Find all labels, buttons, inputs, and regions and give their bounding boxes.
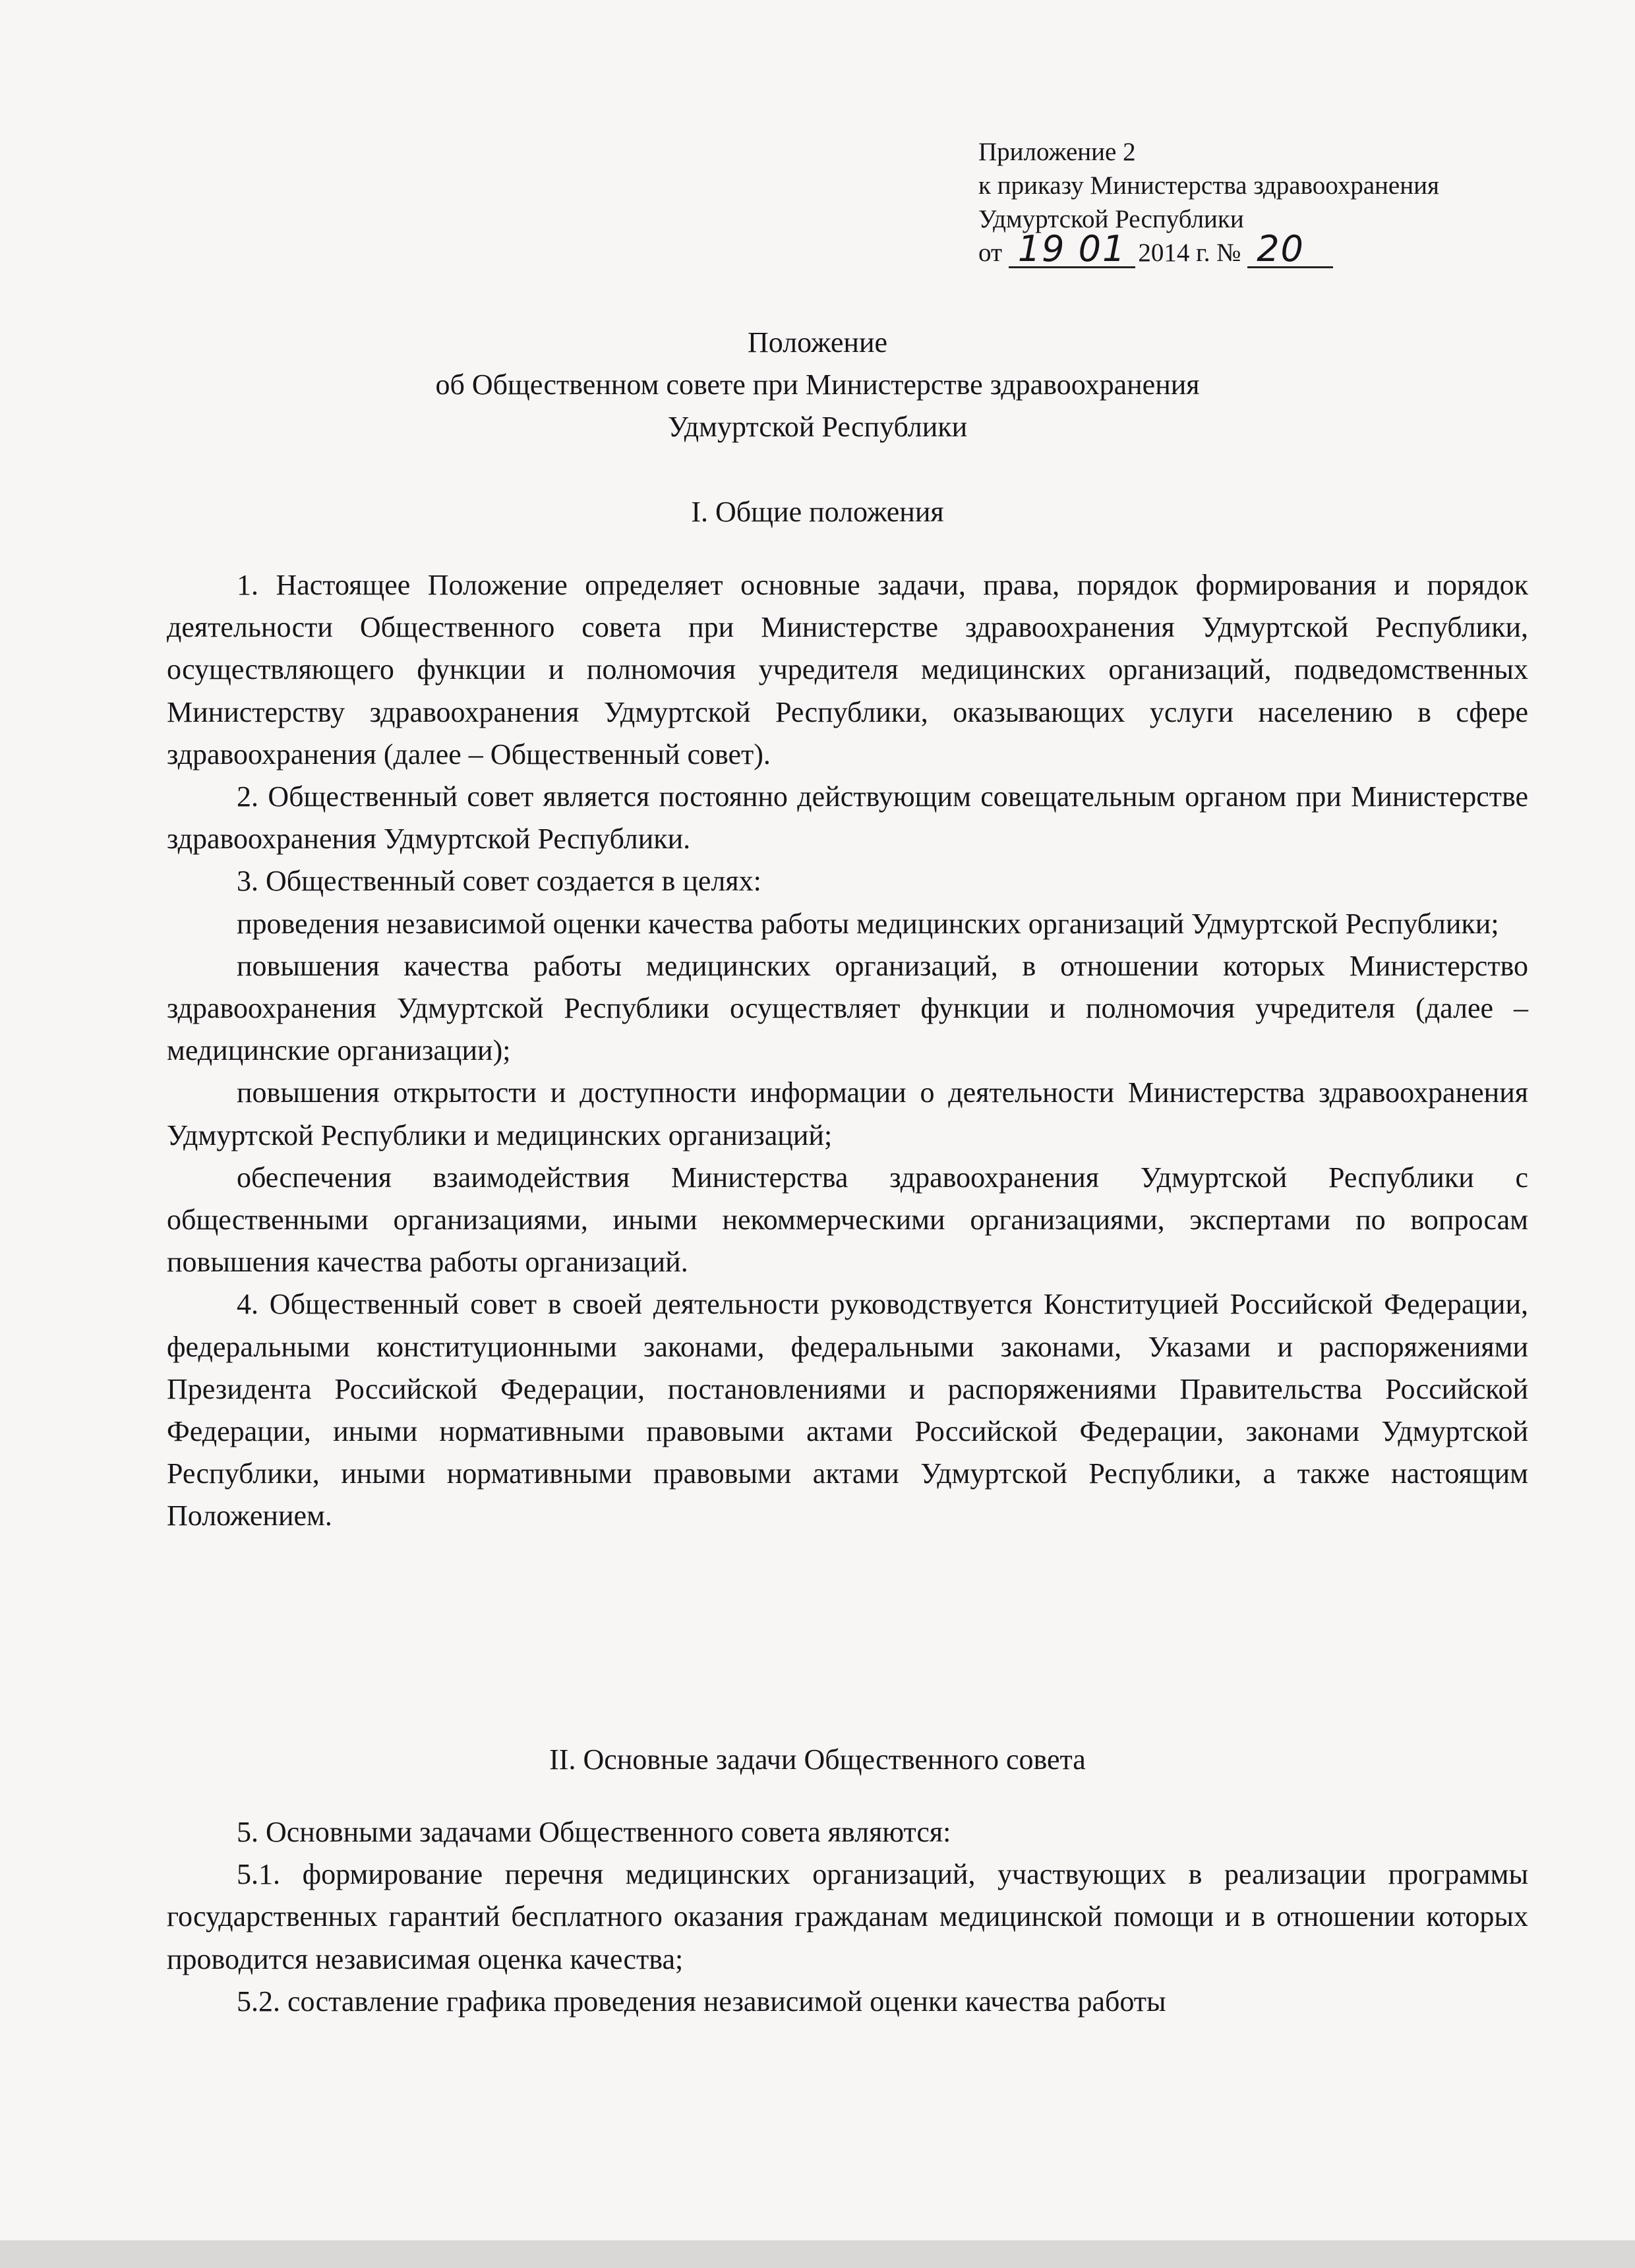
- section-1-heading: I. Общие положения: [691, 496, 944, 528]
- title-line-3: Удмуртской Республики: [667, 411, 968, 443]
- appendix-date-line: [978, 228, 1439, 270]
- section-2-heading: II. Основные задачи Общественного совета: [549, 1743, 1086, 1776]
- paragraph-3d: обеспечения взаимодействия Министерства здравоохранения Удмуртской Республики с общественными организациями, иными некоммерческими организациями, экспертами по вопросам повышения качества работы организаций.: [167, 1161, 1528, 1279]
- paragraph-3a: проведения независимой оценки качества работы медицинских организаций Удмуртской Республики;: [237, 907, 1499, 940]
- appendix-line-2: к приказу Министерства здравоохранения: [978, 171, 1439, 200]
- paragraph-5-1: 5.1. формирование перечня медицинских организаций, участвующих в реализации программы государственных гарантий бесплатного оказания гражданам медицинской помощи и в отношении которых проводится независимая оценка качества;: [167, 1858, 1528, 1975]
- title-line-2: об Общественном совете при Министерстве здравоохранения: [435, 368, 1200, 401]
- scan-edge: [0, 2240, 1635, 2268]
- order-number-handwritten: 20: [1247, 236, 1333, 268]
- appendix-header: [978, 135, 1439, 270]
- appendix-line-1: Приложение 2: [978, 138, 1136, 166]
- title-line-1: Положение: [747, 326, 888, 359]
- paragraph-2: 2. Общественный совет является постоянно действующим совещательным органом при Министерстве здравоохранения Удмуртской Республики.: [167, 780, 1528, 856]
- document-title: [0, 322, 1635, 448]
- paragraph-5-2: 5.2. составление графика проведения независимой оценки качества работы: [237, 1985, 1166, 2018]
- date-prefix: от: [978, 239, 1003, 267]
- paragraph-3b: повышения качества работы медицинских организаций, в отношении которых Министерство здравоохранения Удмуртской Республики осуществляет функции и полномочия учредителя (далее – медицинские организации);: [167, 949, 1528, 1067]
- appendix-line-3: Удмуртской Республики: [978, 205, 1244, 233]
- section-1-body: [167, 564, 1528, 1538]
- paragraph-5: 5. Основными задачами Общественного совета являются:: [237, 1816, 951, 1848]
- paragraph-3c: повышения открытости и доступности информации о деятельности Министерства здравоохранения Удмуртской Республики и медицинских организаций;: [167, 1076, 1528, 1151]
- section-2-body: [167, 1811, 1528, 2023]
- paragraph-1: 1. Настоящее Положение определяет основные задачи, права, порядок формирования и порядок деятельности Общественного совета при Министерстве здравоохранения Удмуртской Республики, осуществляющего функции и полномочия учредителя медицинских организаций, подведомственных Министерству здравоохранения Удмуртской Республики, оказывающих услуги населению в сфере здравоохранения (далее – Общественный совет).: [167, 569, 1528, 771]
- paragraph-4: 4. Общественный совет в своей деятельности руководствуется Конституцией Российской Федерации, федеральными конституционными законами, федеральными законами, Указами и распоряжениями Президента Российской Федерации, постановлениями и распоряжениями Правительства Российской Федерации, иными нормативными правовыми актами Российской Федерации, законами Удмуртской Республики, иными нормативными правовыми актами Удмуртской Республики, а также настоящим Положением.: [167, 1288, 1528, 1532]
- date-year: 2014: [1138, 239, 1190, 267]
- date-year-suffix: г. №: [1196, 239, 1241, 267]
- date-handwritten: 19 01: [1009, 236, 1136, 268]
- paragraph-3: 3. Общественный совет создается в целях:: [237, 865, 761, 898]
